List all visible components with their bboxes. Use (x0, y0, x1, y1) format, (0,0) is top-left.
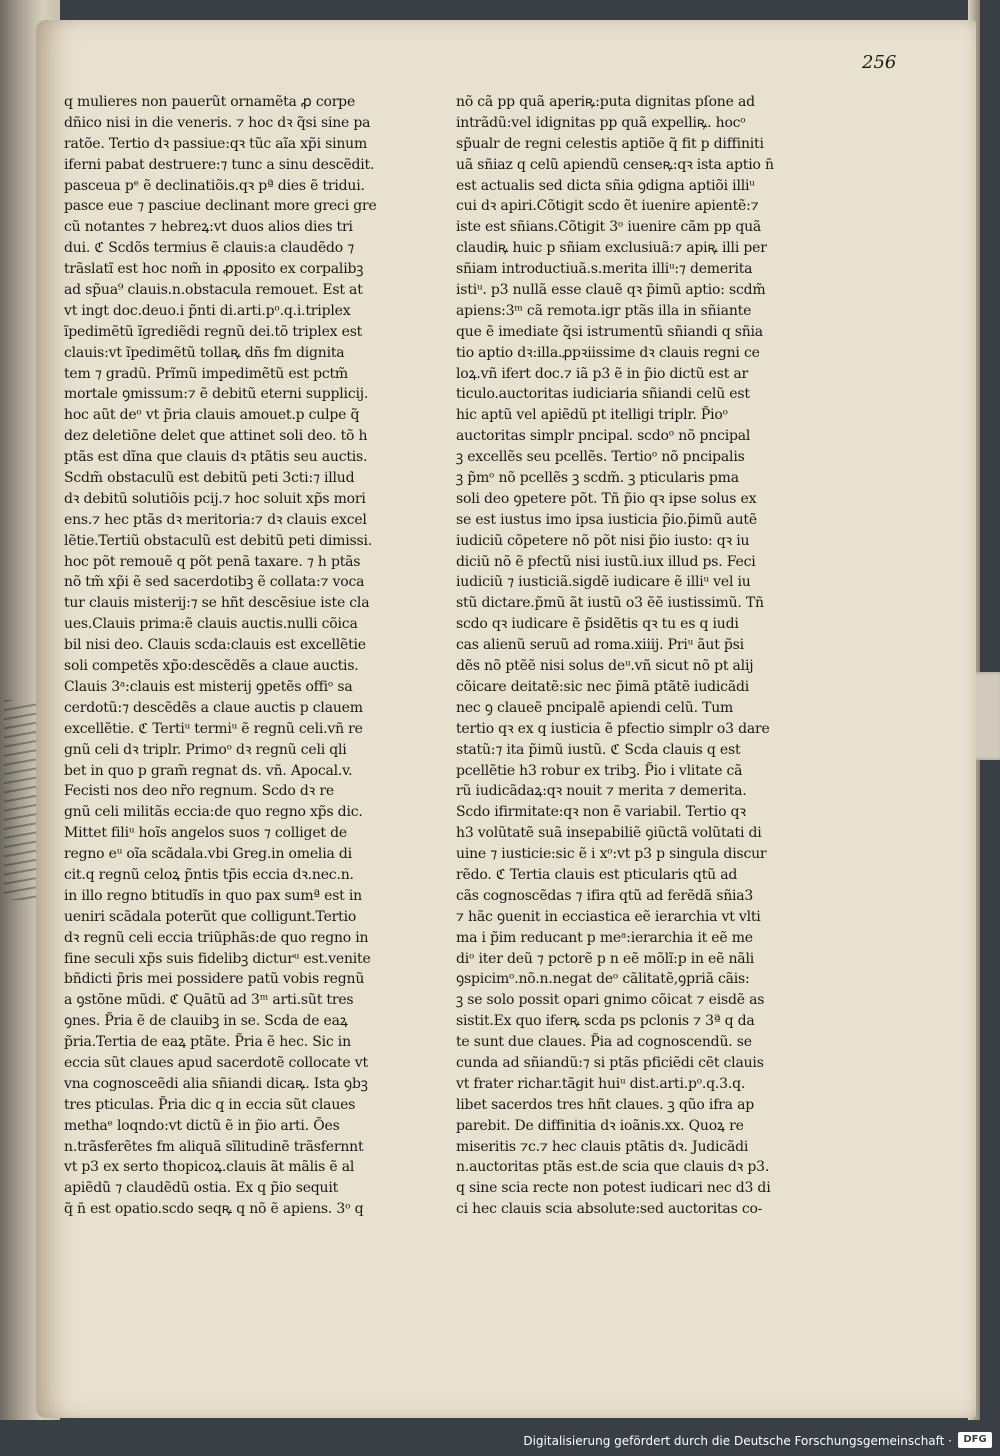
text-line: dui. ℭ Scdõs termius ẽ clauis:a claudẽdo ⁊ (64, 240, 355, 257)
text-line: statũ:⁊ ita p̃imũ iustũ. ℭ Scda clauis q est (456, 741, 741, 758)
text-line: a ꝯstõne mũdi. ℭ Quãtũ ad 3ᵐ arti.sũt tres (64, 992, 354, 1009)
text-line: scdo qꝛ iudicare ẽ p̃sidẽtis qꝛ tu es q iudi (456, 616, 739, 633)
text-line: stũ dictare.p̃mũ ãt iustũ o3 ẽẽ iustissimũ. Tñ (456, 595, 764, 612)
text-line: bet in quo p gram̃ regnat ds. vñ. Apocal.v. (64, 762, 353, 779)
text-line: cas alienũ seruũ ad roma.xiiij. Priᵘ ãut p̃si (456, 637, 744, 654)
text-line: rũ iudicãdaꝝ:qꝛ nouit ⁊ merita ⁊ demerita. (456, 783, 747, 800)
text-line: nõ tm̃ xp̃i ẽ sed sacerdotibꝫ ẽ collata:⁊ voca (64, 574, 365, 591)
text-line: ad sp̃ua⁹ clauis.n.obstacula remouet. Est at (64, 282, 363, 299)
text-line: claudiꝶ huic p sñiam exclusiuã:⁊ apiꝶ illi per (456, 240, 767, 257)
text-line: uine ⁊ iusticie:sic ẽ i xᵒ:vt p3 p singula discur (456, 846, 767, 863)
text-line: in illo regno btitudĩs in quo pax sumª est in (64, 887, 362, 904)
text-line: ticulo.auctoritas iudiciaria sñiandi celũ est (456, 386, 750, 403)
text-line: fine seculi xp̃s suis fidelibꝫ dicturᵘ est.venite (64, 950, 371, 967)
text-line: ma i p̃im reducant p meᵃ:ierarchia it eẽ me (456, 929, 753, 946)
text-line: cui dꝛ apiri.Cõtigit scdo ẽt iuenire apientẽ:⁊ (456, 198, 759, 215)
text-line: se est iustus imo ipsa iusticia p̃io.p̃imũ autẽ (456, 511, 757, 528)
right-text-column (456, 92, 826, 1220)
text-line: soli deo ꝯpetere põt. Tñ p̃io qꝛ ipse solus ex (456, 490, 757, 507)
text-line: trãslatĩ est hoc nom̃ in ꝓposito ex corpalibꝫ (64, 261, 364, 278)
text-line: vna cognosceẽdi alia sñiandi dicaꝶ. Ista ꝯbꝫ (64, 1075, 368, 1092)
text-line: auctoritas simplr pncipal. scdoᵒ nõ pncipal (456, 428, 751, 445)
text-line: uã sñiaz q celũ apiendũ censeꝶ:qꝛ ista aptio n̄ (456, 156, 774, 173)
text-line: bñdicti p̃ris mei possidere patũ vobis regnũ (64, 971, 365, 988)
text-line: methaᵉ loqndo:vt dictũ ẽ in p̃io arti. Ões (64, 1117, 340, 1134)
text-line: soli competẽs xp̃o:descẽdẽs a claue auctis. (64, 658, 359, 675)
text-line: tur clauis misterij:⁊ se hñt descẽsiue iste cla (64, 595, 370, 612)
text-line: cunda ad sñiandũ:⁊ si ptãs pficiẽdi cẽt clauis (456, 1054, 764, 1071)
text-line: dꝛ regnũ celi eccia triũphãs:de quo regno in (64, 929, 369, 946)
text-line: miseritis ⁊c.⁊ hec clauis ptãtis dꝛ. Judicãdi (456, 1138, 749, 1155)
text-line: ĩpedimẽtũ ĩgrediẽdi regnũ dei.tõ triplex est (64, 323, 363, 340)
text-line: diᵒ iter deũ ⁊ pctorẽ p n eẽ mõlĩ:p in eẽ nãli (456, 950, 754, 967)
text-line: nõ cã pp quã aperiꝶ:puta dignitas pſone ad (456, 94, 755, 110)
text-line: que ẽ imediate q̃si istrumentũ sñiandi q sñia (456, 323, 763, 340)
text-line: Fecisti nos deo nr̃o regnum. Scdo dꝛ re (64, 783, 334, 800)
text-line: h3 volũtatẽ suã insepabiliẽ ꝯiũctã volũtati di (456, 825, 762, 842)
text-line: p̃ria.Tertia de eaꝝ ptãte. P̃ria ẽ hec. Sic in (64, 1034, 351, 1051)
text-line: hoc põt remouẽ q põt penã taxare. ⁊ h ptãs (64, 553, 361, 570)
text-line: apiẽdũ ⁊ claudẽdũ ostia. Ex q p̃io sequit (64, 1180, 339, 1197)
text-line: ens.⁊ hec ptãs dꝛ meritoria:⁊ dꝛ clauis excel (64, 511, 367, 528)
text-line: Scdm̃ obstaculũ est debitũ peti 3cti:⁊ illud (64, 470, 355, 487)
text-line: tio aptio dꝛ:illa.ꝓpꝛiissime dꝛ clauis regni ce (456, 344, 760, 361)
text-line: dẽs nõ ptẽẽ nisi solus deᵘ.vñ sicut nõ pt alij (456, 658, 754, 675)
text-line: iudiciũ ⁊ iusticiã.sigdẽ iudicare ẽ illiᵘ vel iu (456, 574, 751, 591)
text-line: vt p3 ex serto thopicoꝝ.clauis ãt mãlis ẽ al (64, 1159, 355, 1176)
text-line: intrãdũ:vel idignitas pp quã expelliꝶ. hocᵒ (456, 114, 746, 131)
text-line: sñiam introductiuã.s.merita illiᵘ:⁊ demerita (456, 261, 753, 278)
text-line: ues.Clauis prima:ẽ clauis auctis.nulli cõica (64, 616, 358, 633)
text-line: tertio qꝛ ex q iusticia ẽ pfectio simplr o3 dare (456, 720, 770, 737)
text-line: diciũ nõ ẽ pfectũ nisi iustũ.iux illud ps. Feci (456, 553, 756, 570)
text-line: sp̃ualr de regni celestis aptiõe q̃ fit p diffiniti (456, 135, 764, 152)
text-line: vt frater richar.tãgit huiᵘ dist.arti.pᵒ.q.3.q. (456, 1075, 746, 1092)
text-line: excellẽtie. ℭ Tertiᵘ termiᵘ ẽ regnũ celi.vñ re (64, 720, 363, 737)
text-line: parebit. De diffinitia dꝛ ioãnis.xx. Quoꝝ re (456, 1117, 744, 1134)
text-line: tres pticulas. P̃ria dic q in eccia sũt claues (64, 1096, 356, 1113)
text-line: q mulieres non pauerũt ornamẽta ꝓ corpe (64, 94, 356, 110)
text-line: ci hec clauis scia absolute:sed auctoritas co- (456, 1201, 763, 1218)
text-line: hic aptũ vel apiẽdũ pt itelligi triplr. P̃ioᵒ (456, 407, 728, 424)
text-line: dez deletiõne delet que attinet soli deo. tõ h (64, 428, 368, 445)
text-line: cerdotũ:⁊ descẽdẽs a claue auctis p clauem (64, 699, 363, 716)
text-line: lẽtie.Tertiũ obstaculũ est debitũ peti dimissi. (64, 532, 372, 549)
footer-bar (0, 1420, 1000, 1456)
text-line: rẽdo. ℭ Tertia clauis est pticularis qtũ ad (456, 866, 738, 883)
text-line: pasceua pᵉ ẽ declinatiõis.qꝛ pª dies ẽ tridui. (64, 177, 365, 194)
text-line: sistit.Ex quo iferꝶ scda ps pclonis ⁊ 3ª q da (456, 1013, 755, 1030)
text-line: nec ꝯ claueẽ pncipalẽ apiendi celũ. Tum (456, 699, 734, 716)
text-line: te sunt due claues. P̃ia ad cognoscendũ. se (456, 1034, 752, 1051)
text-line: apiens:3ᵐ cã remota.igr ptãs illa in sñiante (456, 302, 752, 319)
text-line: ratõe. Tertio dꝛ passiue:qꝛ tũc aĩa xp̃i sinum (64, 135, 368, 152)
text-line: ⁊ hãc ꝯuenit in ecciastica eẽ ierarchia vt vlti (456, 908, 761, 925)
text-line: mortale ꝯmissum:⁊ ẽ debitũ eterni supplicij. (64, 386, 369, 403)
text-line: cãs cognoscẽdas ⁊ ifira qtũ ad ferẽdã sñia3 (456, 887, 754, 904)
text-line: ptãs est dĩna que clauis dꝛ ptãtis seu auctis. (64, 449, 368, 466)
text-line: libet sacerdos tres hñt claues. ꝫ qũo ifra ap (456, 1096, 754, 1113)
text-line: gnũ celi dꝛ triplr. Primoᵒ dꝛ regnũ celi qli (64, 741, 347, 758)
text-line: gnũ celi militãs eccia:de quo regno xp̃s dic. (64, 804, 363, 821)
digitization-credit: Digitalisierung gefördert durch die Deutsche Forschungsgemeinschaft · (523, 1434, 952, 1448)
text-line: cit.q regnũ celoꝝ p̃ntis tp̃is eccia dꝛ.nec.n. (64, 866, 354, 883)
text-line: pcellẽtie h3 robur ex tribꝫ. P̃io i vlitate cã (456, 762, 743, 779)
text-line: ꝫ p̃mᵒ nõ pcellẽs ꝫ scdm̃. ꝫ pticularis pma (456, 470, 739, 487)
text-line: Mittet filiᵘ hoĩs angelos suos ⁊ colliget de (64, 825, 347, 842)
text-line: bil nisi deo. Clauis scda:clauis est excellẽtie (64, 637, 366, 654)
text-line: dꝛ debitũ solutiõis pcij.⁊ hoc soluit xp̃s mori (64, 490, 366, 507)
text-line: ꝫ se solo possit opari gnimo cõicat ⁊ eisdẽ as (456, 992, 765, 1009)
text-line: regno eᵘ oĩa scãdala.vbi Greg.in omelia di (64, 846, 352, 863)
text-line: iudiciũ cõpetere nõ põt nisi p̃io iusto: qꝛ iu (456, 532, 750, 549)
text-line: eccia sũt claues apud sacerdotẽ collocate vt (64, 1054, 368, 1071)
text-line: dñico nisi in die veneris. ⁊ hoc dꝛ q̃si sine pa (64, 114, 371, 131)
text-line: clauis:vt ĩpedimẽtũ tollaꝶ dñs fm dignita (64, 344, 345, 361)
text-line: iste est sñians.Cõtigit 3ᵒ iuenire cãm pp quã (456, 219, 762, 236)
text-line: hoc aũt deᵒ vt p̃ria clauis amouet.p culpe q̃ (64, 407, 360, 424)
text-line: n.auctoritas ptãs est.de scia que clauis dꝛ p3. (456, 1159, 770, 1176)
text-line: Clauis 3ᵃ:clauis est misterij ꝯpetẽs offiᵒ sa (64, 678, 353, 695)
text-line: cũ notantes ⁊ hebreꝝ:vt duos alios dies tri (64, 219, 353, 236)
dfg-logo: DFG (958, 1432, 992, 1448)
text-line: ꝫ excellẽs seu pcellẽs. Tertioᵒ nõ pncipalis (456, 449, 745, 466)
text-line: q sine scia recte non potest iudicari nec d3 di (456, 1180, 771, 1197)
text-line: ueniri scãdala poterũt que colligunt.Tertio (64, 908, 357, 925)
left-text-column (64, 92, 444, 1220)
text-line: pasce eue ⁊ pasciue declinant more greci gre (64, 198, 377, 215)
text-line: vt ingt doc.deuo.i p̃nti di.arti.pᵒ.q.i.triplex (64, 302, 351, 319)
text-line: ꝯnes. P̃ria ẽ de clauibꝫ in se. Scda de eaꝝ (64, 1013, 348, 1030)
text-line: istiᵘ. p3 nullã esse clauẽ qꝛ p̃imũ aptio: scdm̃ (456, 282, 766, 299)
text-line: Scdo ifirmitate:qꝛ non ẽ variabil. Tertio qꝛ (456, 804, 746, 821)
text-line: ꝯspicimᵒ.nõ.n.negat deᵒ cãlitatẽ,ꝯpriã cãis: (456, 971, 750, 988)
page-number: 256 (862, 52, 897, 73)
text-line: q̃ n̄ est opatio.scdo seqꝶ q nõ ẽ apiens. 3ᵒ q (64, 1201, 364, 1218)
text-line: cõicare deitatẽ:sic nec p̃imã ptãtẽ iudicãdi (456, 678, 750, 695)
text-line: iferni pabat destruere:⁊ tunc a sinu descẽdit. (64, 156, 375, 173)
text-line: n.trãsferẽtes fm aliquã sĩlitudinẽ trãsfernnt (64, 1138, 364, 1155)
text-line: loꝝ.vñ ifert doc.⁊ iã p3 ẽ in p̃io dictũ est ar (456, 365, 749, 382)
text-line: est actualis sed dicta sñia ꝯdigna aptiõi illiᵘ (456, 177, 755, 194)
text-line: tem ⁊ gradũ. Prĩmũ impedimẽtũ est pctm̃ (64, 365, 349, 382)
